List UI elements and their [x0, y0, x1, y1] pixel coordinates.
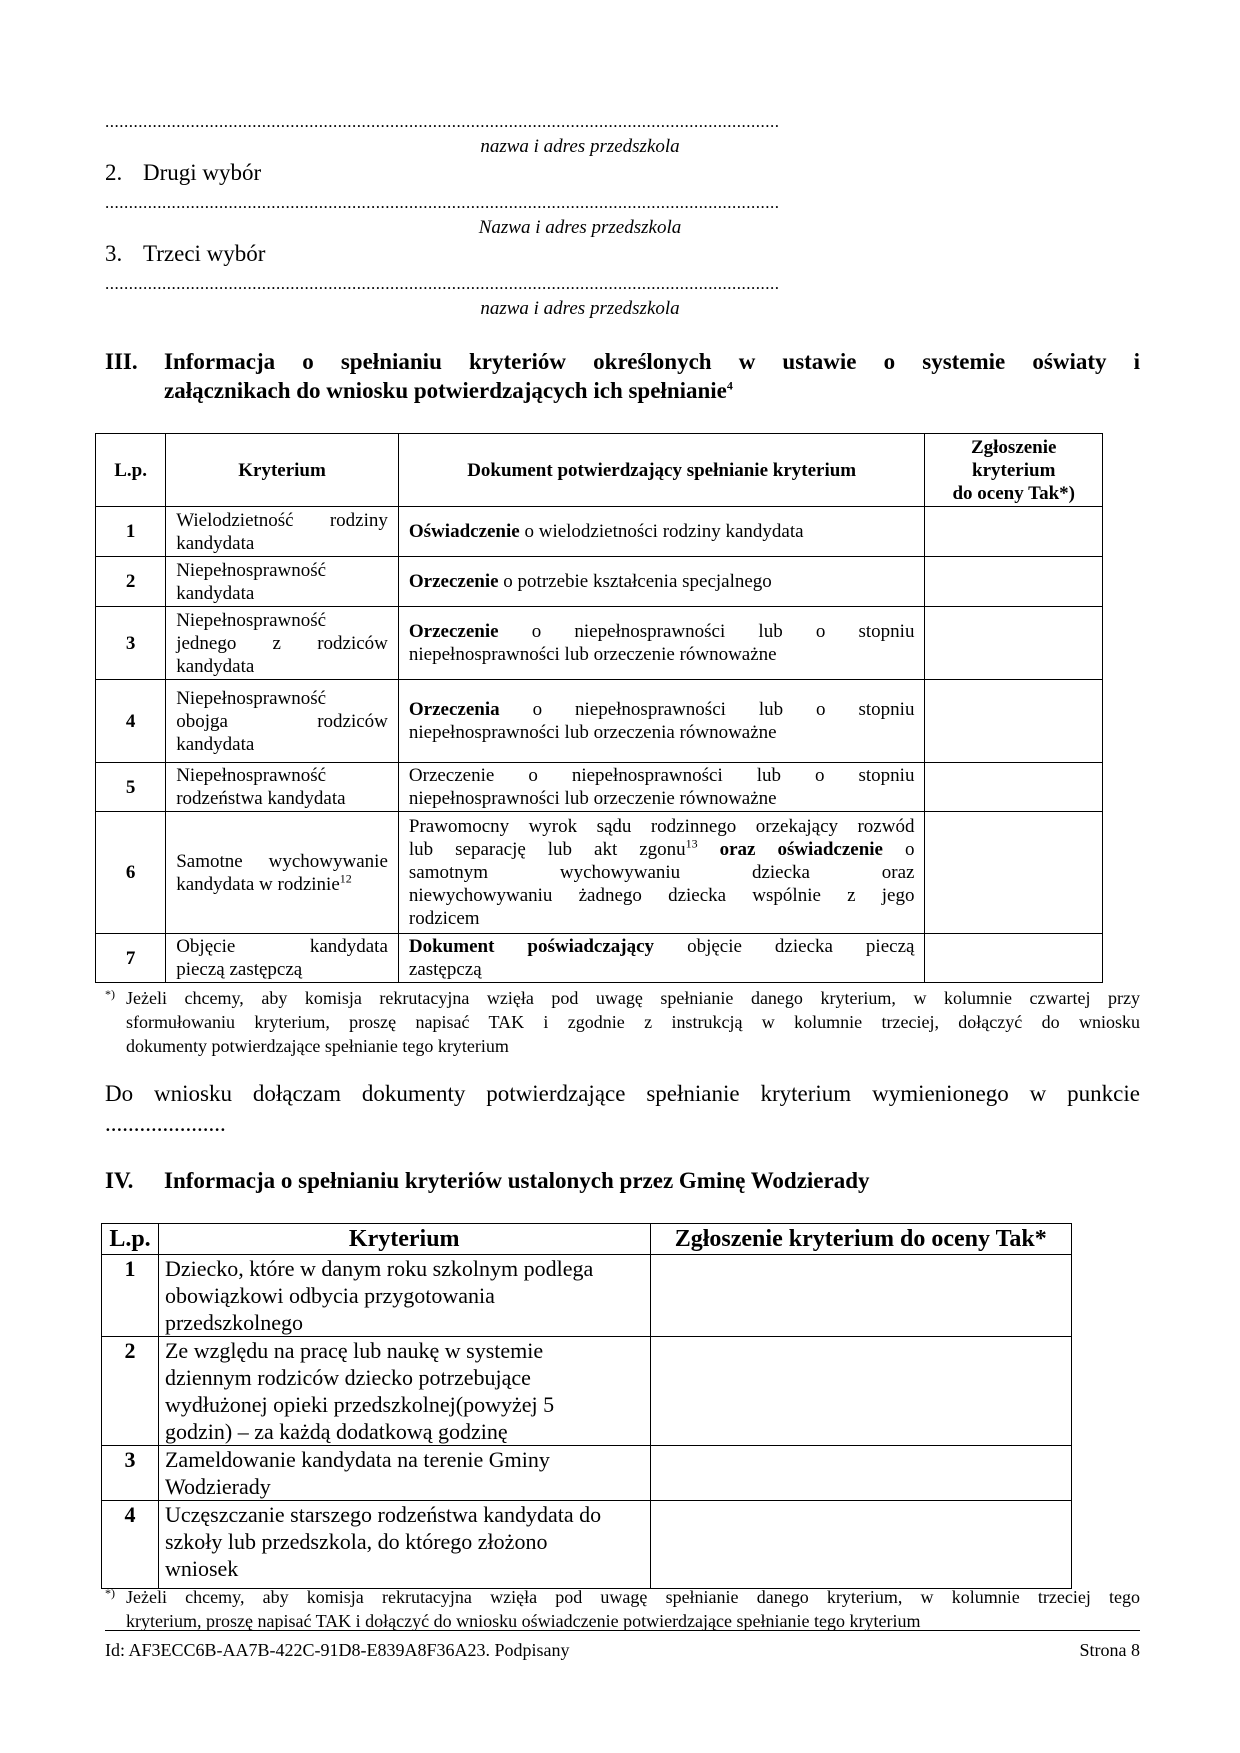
caption-2: Nazwa i adres przedszkola: [478, 217, 682, 238]
dotted-line-2: ..............................................................................................................................................: [105, 193, 780, 212]
header-zgloszenie: Zgłoszenie kryterium do oceny Tak*: [650, 1224, 1072, 1255]
answer-cell[interactable]: [925, 763, 1103, 812]
criterion-cell: Samotne wychowywanie kandydata w rodzinie$^{12}$: [166, 812, 399, 934]
criterion-cell: Niepełnosprawność obojga rodziców kandydata: [166, 680, 399, 763]
row-number: 1: [96, 507, 166, 557]
answer-cell[interactable]: [650, 1501, 1072, 1589]
document-cell: Orzeczenie o niepełnosprawności lub o stopniu niepełnosprawności lub orzeczenie równoważne: [398, 763, 925, 812]
document-cell: Orzeczenie o niepełnosprawności lub o stopniu niepełnosprawności lub orzeczenie równoważne: [398, 607, 925, 680]
footnote-line1: Jeżeli chcemy, aby komisja rekrutacyjna wzięła pod uwagę spełnianie danego kryterium, w kolumnie trzeciej tego: [126, 1587, 1140, 1607]
section-3-title-line1: Informacja o spełnianiu kryteriów określonych w ustawie o systemie oświaty i: [164, 349, 1140, 374]
answer-cell[interactable]: [650, 1255, 1072, 1337]
row-number: 3: [102, 1446, 159, 1501]
answer-cell[interactable]: [925, 557, 1103, 607]
criterion-cell: Zameldowanie kandydata na terenie Gminy Wodzierady: [158, 1446, 650, 1501]
answer-cell[interactable]: [925, 812, 1103, 934]
document-cell: Prawomocny wyrok sądu rodzinnego orzekający rozwód lub separację lub akt zgonu$^{13}$ oraz oświadczenie o samotnym wychowywaniu dziecka oraz niewychowywaniu żadnego dziecka wspólnie z jego rodzicem: [398, 812, 925, 934]
criterion-cell: Niepełnosprawność kandydata: [166, 557, 399, 607]
header-dokument: Dokument potwierdzający spełnianie kryterium: [398, 434, 925, 507]
choice-3: [105, 241, 265, 267]
table-row: [96, 934, 1103, 983]
row-number: 6: [96, 812, 166, 934]
row-number: 7: [96, 934, 166, 983]
footnote-star: *): [105, 1586, 115, 1600]
criterion-cell: Uczęszczanie starszego rodzeństwa kandydata do szkoły lub przedszkola, do którego złożono wniosek: [158, 1501, 650, 1589]
header-zgloszenie: Zgłoszenie kryterium do oceny Tak*): [925, 434, 1103, 507]
criteria-table-municipal: [101, 1223, 1072, 1589]
criterion-cell: Wielodzietność rodziny kandydata: [166, 507, 399, 557]
table-row: [96, 680, 1103, 763]
header-kryterium: Kryterium: [166, 434, 399, 507]
section-3-title-line2: załącznikach do wniosku potwierdzających ich spełnianie: [164, 378, 727, 403]
document-id: Id: AF3ECC6B-AA7B-422C-91D8-E839A8F36A23. Podpisany: [105, 1640, 570, 1660]
header-kryterium: Kryterium: [158, 1224, 650, 1255]
criterion-cell: Ze względu na pracę lub naukę w systemie dziennym rodziców dziecko potrzebujące wydłużonej opieki przedszkolnej(powyżej 5 godzin) – za każdą dodatkową godzinę: [158, 1337, 650, 1446]
answer-cell[interactable]: [650, 1446, 1072, 1501]
dotted-line-3: ..............................................................................................................................................: [105, 274, 780, 293]
criterion-cell: Objęcie kandydata pieczą zastępczą: [166, 934, 399, 983]
answer-cell[interactable]: [925, 507, 1103, 557]
footnote-line3: dokumenty potwierdzające spełnianie tego kryterium: [126, 1036, 509, 1056]
choice-2: [105, 160, 261, 186]
section-3-heading: [105, 347, 1140, 405]
row-number: 5: [96, 763, 166, 812]
choice-2-number: 2.: [105, 160, 123, 185]
attachments-statement: Do wniosku dołączam dokumenty potwierdzające spełnianie kryterium wymienionego w punkcie: [105, 1081, 1140, 1106]
answer-cell[interactable]: [925, 934, 1103, 983]
table-row: [96, 607, 1103, 680]
section-3-footnote: [105, 986, 1140, 1058]
criteria-table-statutory: [95, 433, 1103, 983]
section-4-number: IV.: [105, 1168, 134, 1193]
caption-1: nazwa i adres przedszkola: [480, 136, 680, 157]
footnote-ref: 4: [726, 378, 733, 393]
row-number: 4: [102, 1501, 159, 1589]
table-row: [96, 763, 1103, 812]
attachments-point-blank: .....................: [105, 1111, 226, 1136]
table-row: [96, 812, 1103, 934]
table-row: [96, 557, 1103, 607]
header-lp: L.p.: [102, 1224, 159, 1255]
footnote-star: *): [105, 987, 115, 1001]
choice-3-label: Trzeci wybór: [143, 241, 266, 266]
criterion-cell: Niepełnosprawność rodzeństwa kandydata: [166, 763, 399, 812]
section-4-heading: [105, 1166, 1140, 1195]
page-number: Strona 8: [1079, 1640, 1140, 1660]
header-lp: L.p.: [96, 434, 166, 507]
row-number: 4: [96, 680, 166, 763]
table-row: [102, 1446, 1072, 1501]
section-4-title: Informacja o spełnianiu kryteriów ustalonych przez Gminę Wodzierady: [164, 1168, 870, 1193]
table-row: [102, 1337, 1072, 1446]
footer-divider: [105, 1630, 1140, 1631]
choice-3-number: 3.: [105, 241, 123, 266]
table-header-row: [96, 434, 1103, 507]
document-cell: Orzeczenie o potrzebie kształcenia specjalnego: [398, 557, 925, 607]
answer-cell[interactable]: [925, 680, 1103, 763]
document-cell: Dokument poświadczający objęcie dziecka pieczą zastępczą: [398, 934, 925, 983]
footnote-line2: sformułowaniu kryterium, proszę napisać TAK i zgodnie z instrukcją w kolumnie trzeciej, dołączyć do wniosku: [126, 1012, 1140, 1032]
footnote-line2: kryterium, proszę napisać TAK i dołączyć do wniosku oświadczenie potwierdzające spełnianie tego kryterium: [126, 1611, 921, 1631]
answer-cell[interactable]: [925, 607, 1103, 680]
table-row: [102, 1501, 1072, 1589]
page-footer: [105, 1640, 1140, 1661]
document-cell: Orzeczenia o niepełnosprawności lub o stopniu niepełnosprawności lub orzeczenia równoważne: [398, 680, 925, 763]
row-number: 2: [102, 1337, 159, 1446]
table-header-row: [102, 1224, 1072, 1255]
row-number: 3: [96, 607, 166, 680]
dotted-line-1: ..............................................................................................................................................: [105, 112, 780, 131]
answer-cell[interactable]: [650, 1337, 1072, 1446]
table-row: [96, 507, 1103, 557]
table-row: [102, 1255, 1072, 1337]
choice-2-label: Drugi wybór: [143, 160, 262, 185]
section-4-footnote: [105, 1585, 1140, 1633]
row-number: 2: [96, 557, 166, 607]
caption-3: nazwa i adres przedszkola: [480, 298, 680, 319]
criterion-cell: Dziecko, które w danym roku szkolnym podlega obowiązkowi odbycia przygotowania przedszkolnego: [158, 1255, 650, 1337]
section-3-number: III.: [105, 349, 138, 374]
criterion-cell: Niepełnosprawność jednego z rodziców kandydata: [166, 607, 399, 680]
row-number: 1: [102, 1255, 159, 1337]
document-cell: Oświadczenie o wielodzietności rodziny kandydata: [398, 507, 925, 557]
footnote-line1: Jeżeli chcemy, aby komisja rekrutacyjna wzięła pod uwagę spełnianie danego kryterium, w kolumnie czwartej przy: [126, 988, 1140, 1008]
